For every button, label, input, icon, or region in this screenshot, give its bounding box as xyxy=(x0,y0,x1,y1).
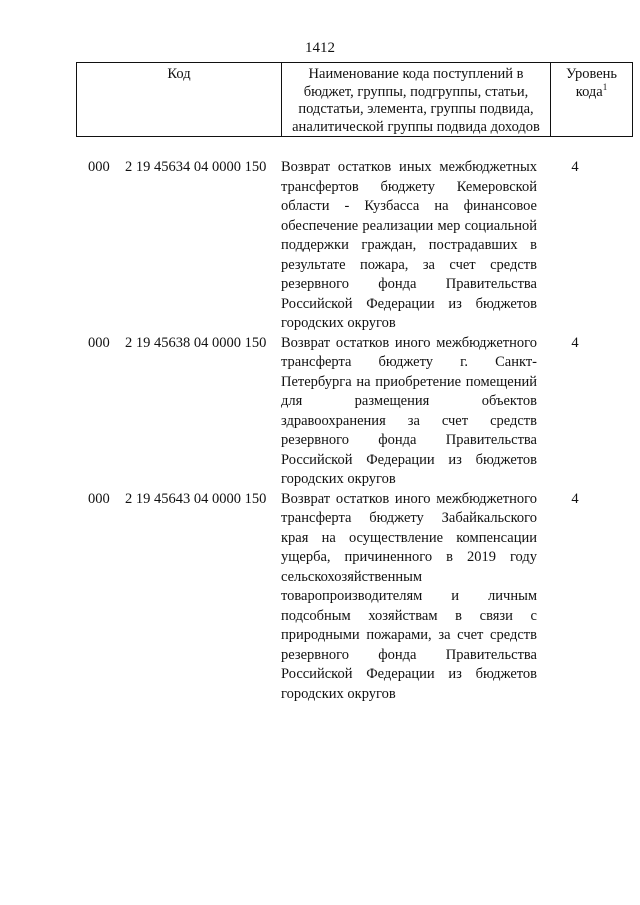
page-number: 1412 xyxy=(305,40,335,56)
income-name: Возврат остатков иного межбюджетного трансферта бюджету Забайкальского края на осуществление компенсации ущерба, причиненного в 2019 году сельскохозяйственным товаропроизводителям и личным подсобным хозяйствам в связи с природными пожарами, за счет средств резервного фонда Правительства Российской Федерации из бюджетов городских округов xyxy=(281,490,537,702)
header-level xyxy=(551,63,633,137)
income-code: 2 19 45643 04 0000 150 xyxy=(125,490,267,507)
income-code: 2 19 45634 04 0000 150 xyxy=(125,159,267,175)
table-header xyxy=(76,62,633,137)
table-row xyxy=(0,334,640,490)
code-level: 4 xyxy=(571,490,579,507)
header-code-label: Код xyxy=(167,66,191,82)
footnote-marker: 1 xyxy=(602,81,608,92)
header-name-label: Наименование кода поступлений в бюджет, группы, подгруппы, статьи, подстатьи, элемента, группы подвида, аналитической группы подвида доходов xyxy=(292,66,540,135)
header-name xyxy=(282,63,551,137)
table-row xyxy=(0,490,640,705)
income-code: 2 19 45638 04 0000 150 xyxy=(125,334,267,351)
table-body xyxy=(0,158,640,704)
header-level-label: Уровень кода xyxy=(565,66,618,100)
header-code xyxy=(77,63,282,137)
admin-code: 000 xyxy=(88,334,110,351)
table-row xyxy=(0,158,640,334)
income-name: Возврат остатков иного межбюджетного трансферта бюджету г. Санкт-Петербурга на приобретение помещений для размещения объектов здравоохранения за счет средств резервного фонда Правительства Российской Федерации из бюджетов городских округов xyxy=(281,334,537,487)
code-level: 4 xyxy=(571,334,579,351)
code-level: 4 xyxy=(571,159,579,175)
admin-code: 000 xyxy=(88,490,110,507)
income-name: Возврат остатков иных межбюджетных трансфертов бюджету Кемеровской области - Кузбасса на финансовое обеспечение реализации мер социальной поддержки граждан, пострадавших в результате пожара, за счет средств резервного фонда Правительства Российской Федерации из бюджетов городских округов xyxy=(281,159,537,331)
admin-code: 000 xyxy=(88,159,110,175)
